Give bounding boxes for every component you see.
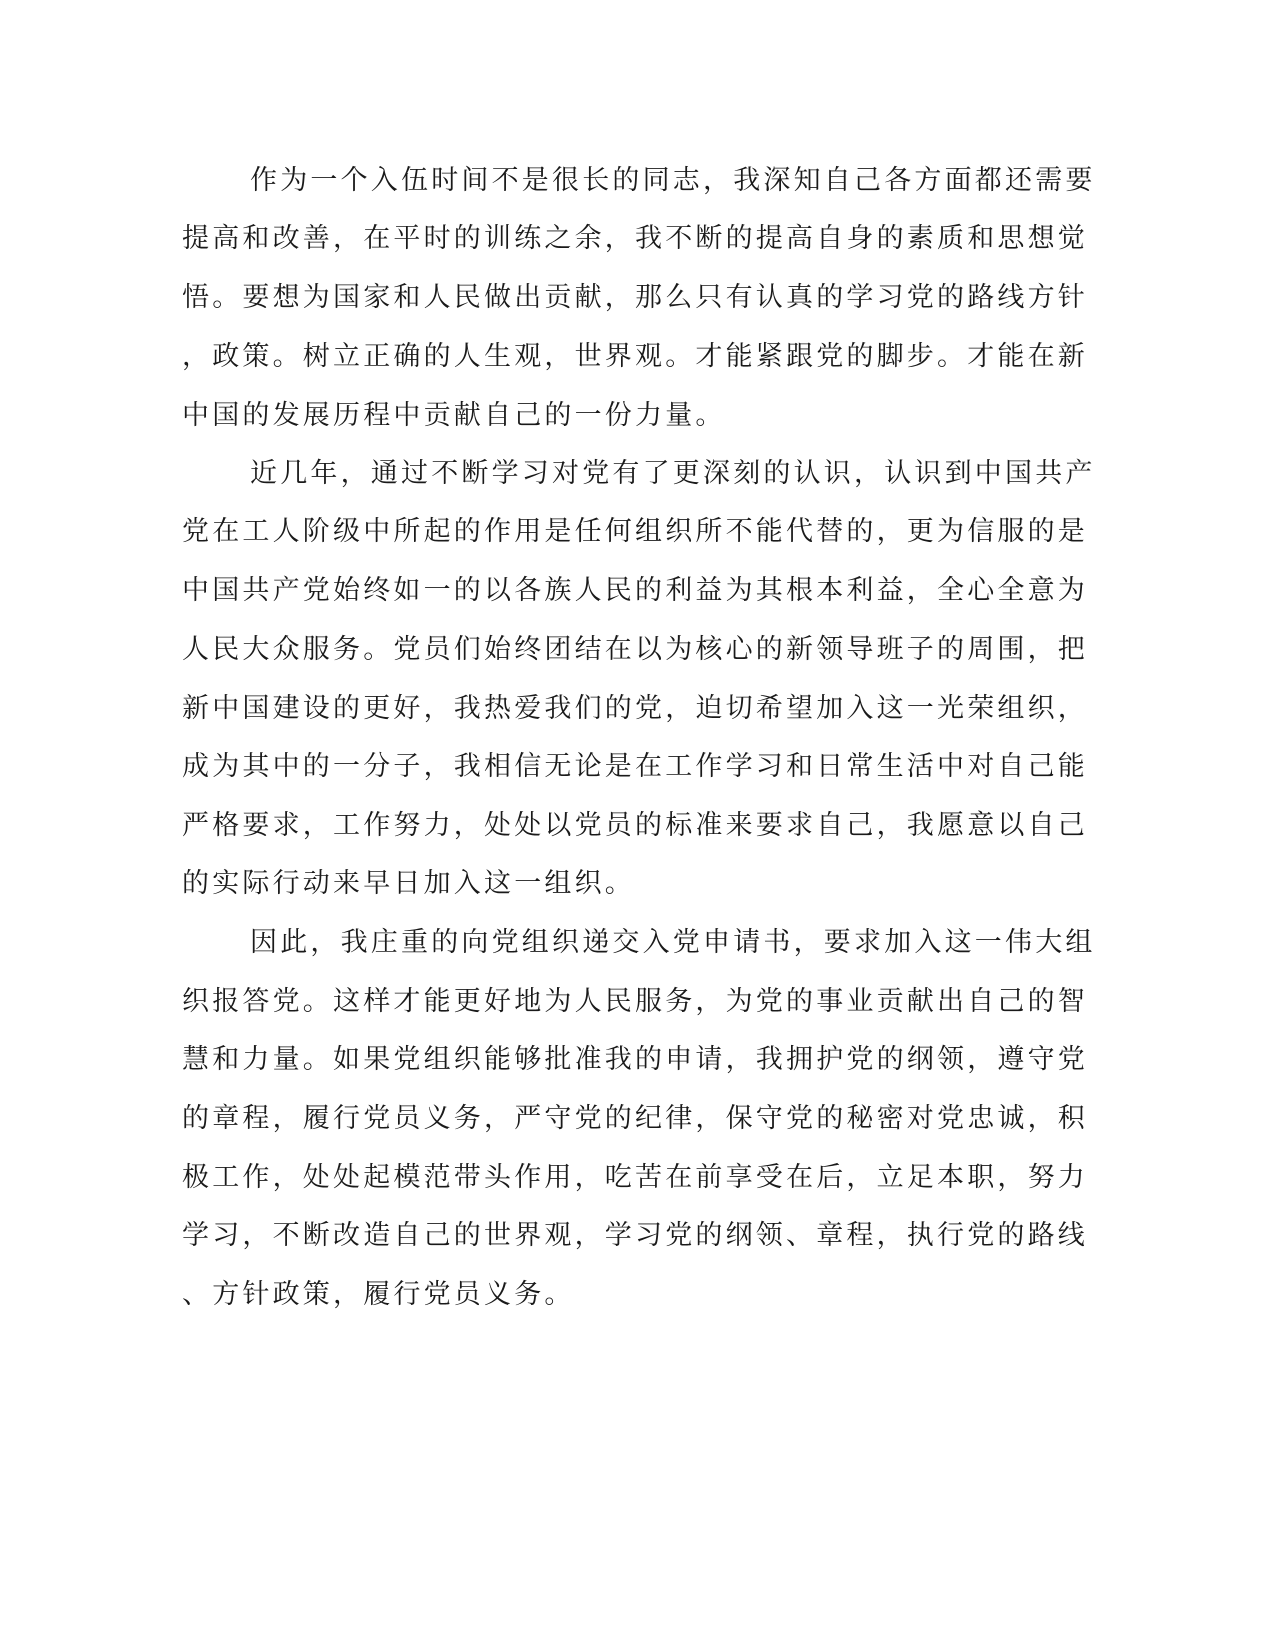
text-line: 人民大众服务。党员们始终团结在以为核心的新领导班子的周围，把	[182, 634, 1088, 665]
text-line: 作为一个入伍时间不是很长的同志，我深知自己各方面都还需要	[250, 165, 1096, 196]
text-line: 提高和改善，在平时的训练之余，我不断的提高自身的素质和思想觉	[182, 223, 1088, 254]
text-line: 新中国建设的更好，我热爱我们的党，迫切希望加入这一光荣组织，	[182, 693, 1088, 724]
text-line: 慧和力量。如果党组织能够批准我的申请，我拥护党的纲领，遵守党	[182, 1044, 1088, 1075]
text-line: 悟。要想为国家和人民做出贡献，那么只有认真的学习党的路线方针	[182, 282, 1088, 313]
text-line: 的实际行动来早日加入这一组织。	[182, 868, 635, 899]
text-line: 学习，不断改造自己的世界观，学习党的纲领、章程，执行党的路线	[182, 1220, 1088, 1251]
text-line: 近几年，通过不断学习对党有了更深刻的认识，认识到中国共产	[250, 458, 1096, 489]
text-line: ，政策。树立正确的人生观，世界观。才能紧跟党的脚步。才能在新	[182, 341, 1088, 372]
text-line: 、方针政策，履行党员义务。	[182, 1279, 575, 1310]
text-line: 因此，我庄重的向党组织递交入党申请书，要求加入这一伟大组	[250, 927, 1096, 958]
text-line: 极工作，处处起模范带头作用，吃苦在前享受在后，立足本职，努力	[182, 1162, 1088, 1193]
text-line: 严格要求，工作努力，处处以党员的标准来要求自己，我愿意以自己	[182, 810, 1088, 841]
text-line: 的章程，履行党员义务，严守党的纪律，保守党的秘密对党忠诚，积	[182, 1103, 1088, 1134]
text-line: 成为其中的一分子，我相信无论是在工作学习和日常生活中对自己能	[182, 751, 1088, 782]
text-line: 中国的发展历程中贡献自己的一份力量。	[182, 400, 726, 431]
text-line: 中国共产党始终如一的以各族人民的利益为其根本利益，全心全意为	[182, 575, 1088, 606]
text-line: 织报答党。这样才能更好地为人民服务，为党的事业贡献出自己的智	[182, 986, 1088, 1017]
text-line: 党在工人阶级中所起的作用是任何组织所不能代替的，更为信服的是	[182, 516, 1088, 547]
